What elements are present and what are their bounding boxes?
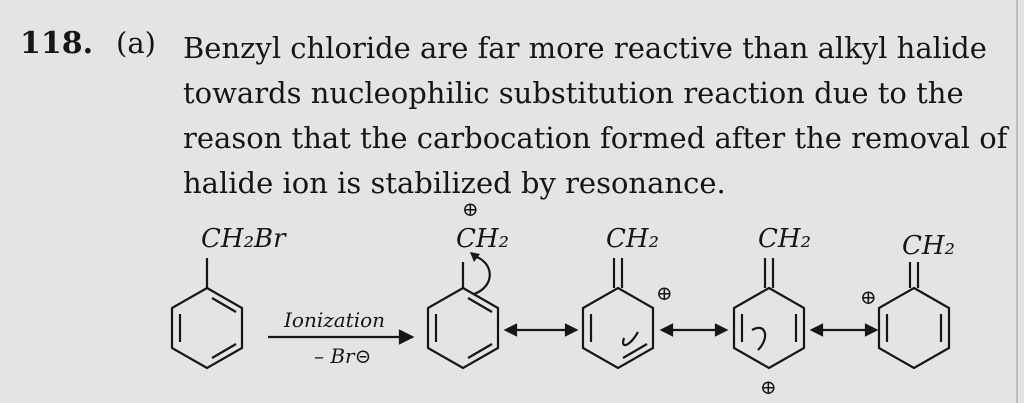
benzene-ring-reactant <box>172 258 242 368</box>
resonance-arrow-1 <box>506 325 576 335</box>
resonance-structure-1 <box>428 252 498 368</box>
page-edge <box>1016 0 1018 403</box>
leaving-group-label: – Br⊝ <box>314 344 372 368</box>
answer-line-2: towards nucleophilic substitution reaction due to the <box>183 76 964 110</box>
structure-2-label: CH₂ <box>606 224 659 254</box>
resonance-arrow-2 <box>662 325 726 335</box>
question-number: 118. <box>20 26 94 61</box>
structure-4-label: CH₂ <box>902 231 955 261</box>
plus-sign-2: ⊕ <box>656 281 673 305</box>
ionization-arrow <box>268 331 412 343</box>
question-part: (a) <box>116 26 156 60</box>
answer-line-4: halide ion is stabilized by resonance. <box>183 166 726 200</box>
resonance-arrow-3 <box>812 325 876 335</box>
resonance-structure-2 <box>583 258 653 368</box>
answer-line-3: reason that the carbocation formed after the removal of <box>183 121 1008 155</box>
plus-sign-4: ⊕ <box>860 285 877 309</box>
structure-1-label: CH₂ <box>456 224 509 254</box>
resonance-structure-4 <box>879 262 949 368</box>
structure-3-label: CH₂ <box>758 224 811 254</box>
answer-line-1: Benzyl chloride are far more reactive than alkyl halide <box>183 31 987 65</box>
plus-sign-3: ⊕ <box>760 375 777 399</box>
ionization-label: Ionization <box>284 308 386 332</box>
resonance-structure-3 <box>734 258 804 368</box>
reactant-label: CH₂Br <box>201 224 286 254</box>
plus-sign-1: ⊕ <box>462 197 479 221</box>
